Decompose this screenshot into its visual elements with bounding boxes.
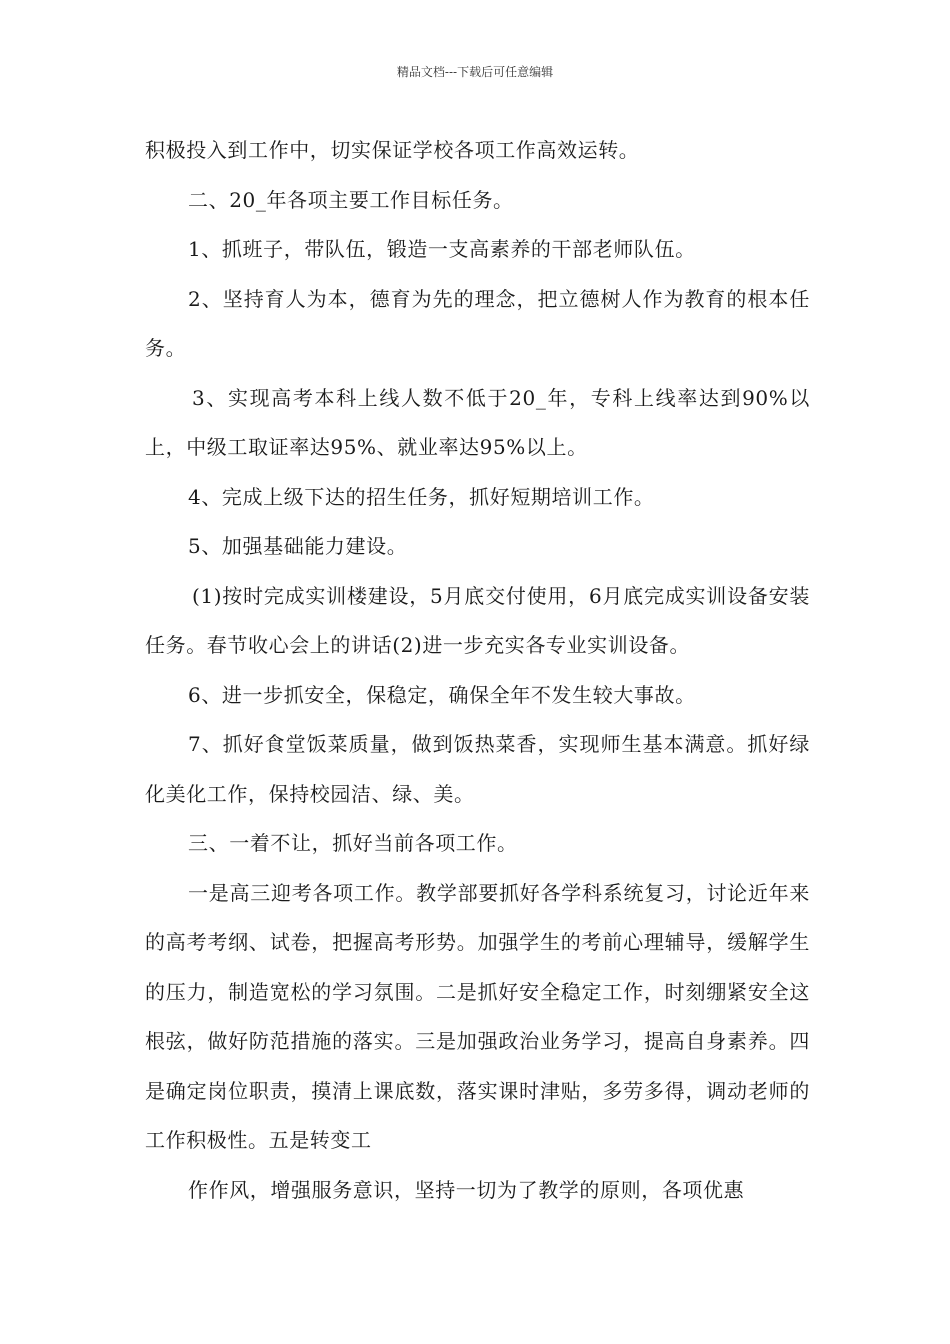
list-item-6: 6、进一步抓安全，保稳定，确保全年不发生较大事故。: [188, 682, 696, 707]
body-paragraph: 一是高三迎考各项工作。教学部要抓好各学科系统复习，讨论近年来的高考考纲、试卷，把握高考形势。加强学生的考前心理辅导，缓解学生的压力，制造宽松的学习氛围。二是抓好安全稳定工作，时刻绷紧安全这根弦，做好防范措施的落实。三是加强政治业务学习，提高自身素养。四是确定岗位职责，摸清上课底数，落实课时津贴，多劳多得，调动老师的工作积极性。五是转变工: [145, 880, 810, 1152]
list-item-1: 1、抓班子，带队伍，锻造一支高素养的干部老师队伍。: [188, 237, 696, 261]
list-item-5: 5、加强基础能力建设。: [188, 534, 408, 558]
list-item-3: 3、实现高考本科上线人数不低于20_年，专科上线率达到90%以上，中级工取证率达95%、就业率达95%以上。: [145, 385, 810, 459]
sub-item-1: (1)按时完成实训楼建设，5月底交付使用，6月底完成实训设备安装任务。春节收心会上的讲话(2)进一步充实各专业实训设备。: [145, 583, 810, 657]
section-heading-2: 二、20_年各项主要工作目标任务。: [188, 187, 514, 212]
list-item-4: 4、完成上级下达的招生任务，抓好短期培训工作。: [188, 484, 655, 509]
page-header: 精品文档---下载后可任意编辑: [396, 65, 554, 79]
document-body: [145, 126, 810, 1215]
body-paragraph-continued: 作作风，增强服务意识，坚持一切为了教学的原则，各项优惠: [188, 1177, 745, 1202]
list-item-2: 2、坚持育人为本，德育为先的理念，把立德树人作为教育的根本任务。: [145, 286, 810, 360]
section-heading-3: 三、一着不让，抓好当前各项工作。: [188, 831, 518, 855]
list-item-7: 7、抓好食堂饭菜质量，做到饭热菜香，实现师生基本满意。抓好绿化美化工作，保持校园洁、绿、美。: [145, 732, 810, 806]
paragraph-continuation: 积极投入到工作中，切实保证学校各项工作高效运转。: [145, 138, 640, 162]
